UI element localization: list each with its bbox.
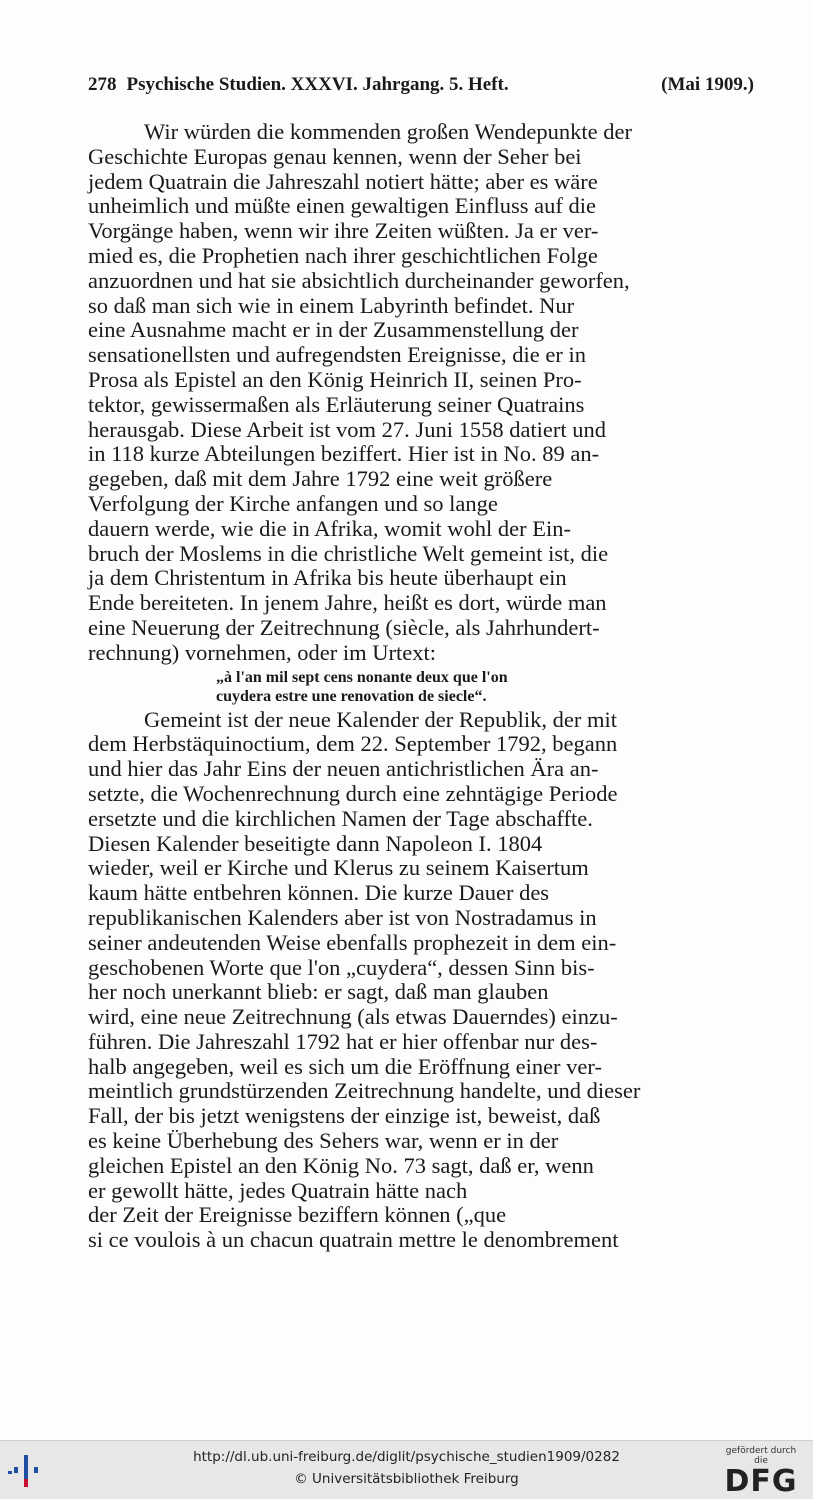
text-line: in 118 kurze Abteilungen beziffert. Hier ist in No. 89 an- xyxy=(88,441,600,467)
text-line: tektor, gewissermaßen als Erläuterung seiner Quatrains xyxy=(88,391,585,417)
text-line: eine Ausnahme macht er in der Zusammenstellung der xyxy=(88,317,579,343)
text-line: anzuordnen und hat sie absichtlich durcheinander geworfen, xyxy=(88,267,630,293)
source-url-link[interactable]: http://dl.ub.uni-freiburg.de/diglit/psychische_studien1909/0282 xyxy=(193,1449,620,1465)
page-number: 278 xyxy=(88,74,117,95)
copyright-notice: © Universitätsbibliothek Freiburg xyxy=(294,1471,519,1487)
text-line: si ce voulois à un chacun quatrain mettre le denombrement xyxy=(88,1227,619,1253)
text-line: seiner andeutenden Weise ebenfalls prophezeit in dem ein- xyxy=(88,929,617,955)
text-line: Fall, der bis jetzt wenigstens der einzige ist, beweist, daß xyxy=(88,1103,601,1129)
text-line: meintlich grundstürzenden Zeitrechnung handelte, und dieser xyxy=(88,1078,641,1104)
text-line: Vorgänge haben, wenn wir ihre Zeiten wüßten. Ja er ver- xyxy=(88,218,599,244)
text-line: unheimlich und müßte einen gewaltigen Einfluss auf die xyxy=(88,193,596,219)
text-line: setzte, die Wochenrechnung durch eine zehntägige Periode xyxy=(88,780,618,806)
text-line: und hier das Jahr Eins der neuen antichristlichen Ära an- xyxy=(88,756,599,782)
text-line: gegeben, daß mit dem Jahre 1792 eine weit größere xyxy=(88,466,553,492)
text-line: Diesen Kalender beseitigte dann Napoleon I. 1804 xyxy=(88,830,543,856)
dfg-mark: DFG xyxy=(724,1464,798,1499)
text-line: halb angegeben, weil es sich um die Eröffnung einer ver- xyxy=(88,1053,602,1079)
text-line: ja dem Christentum in Afrika bis heute überhaupt ein xyxy=(88,565,567,591)
text-line: eine Neuerung der Zeitrechnung (siècle, als Jahrhundert- xyxy=(88,614,600,640)
text-line: republikanischen Kalenders aber ist von Nostradamus in xyxy=(88,904,597,930)
text-line: es keine Überhebung des Sehers war, wenn er in der xyxy=(88,1128,559,1154)
paragraph-1 xyxy=(88,120,754,666)
text-line: bruch der Moslems in die christliche Welt gemeint ist, die xyxy=(88,540,609,566)
text-line: Verfolgung der Kirche anfangen und so lange xyxy=(88,490,498,516)
text-line: dem Herbstäquinoctium, dem 22. September 1792, begann xyxy=(88,731,618,757)
text-line: wieder, weil er Kirche und Klerus zu seinem Kaisertum xyxy=(88,855,589,881)
text-line: her noch unerkannt blieb: er sagt, daß man glauben xyxy=(88,979,549,1005)
quote-line: „à l'an mil sept cens nonante deux que l'on xyxy=(216,668,508,686)
text-line: Wir würden die kommenden großen Wendepunkte der xyxy=(144,119,632,144)
text-line: sensationellsten und aufregendsten Ereignisse, die er in xyxy=(88,342,586,368)
text-line: der Zeit der Ereignisse beziffern können („que xyxy=(88,1202,507,1228)
body-text xyxy=(88,120,754,1253)
library-footer xyxy=(0,1440,813,1499)
french-quote xyxy=(216,668,686,706)
dfg-logo xyxy=(719,1446,803,1498)
text-line: Prosa als Epistel an den König Heinrich II, seinen Pro- xyxy=(88,366,582,392)
text-line: Ende bereiteten. In jenem Jahre, heißt es dort, würde man xyxy=(88,590,607,616)
text-line: Geschichte Europas genau kennen, wenn der Seher bei xyxy=(88,143,582,169)
issue-date: (Mai 1909.) xyxy=(661,74,754,95)
text-line: ersetzte und die kirchlichen Namen der Tage abschaffte. xyxy=(88,805,593,831)
text-line: wird, eine neue Zeitrechnung (als etwas Dauerndes) einzu- xyxy=(88,1004,618,1030)
text-line: herausgab. Diese Arbeit ist vom 27. Juni 1558 datiert und xyxy=(88,416,607,442)
text-line: rechnung) vornehmen, oder im Urtext: xyxy=(88,639,437,665)
text-line: geschobenen Worte que l'on „cuydera“, dessen Sinn bis- xyxy=(88,954,595,980)
text-line: Gemeint ist der neue Kalender der Republik, der mit xyxy=(144,706,617,732)
text-line: gleichen Epistel an den König No. 73 sagt, daß er, wenn xyxy=(88,1152,594,1178)
text-line: kaum hätte entbehren können. Die kurze Dauer des xyxy=(88,880,550,906)
text-line: führen. Die Jahreszahl 1792 hat er hier offenbar nur des- xyxy=(88,1028,598,1054)
journal-title: Psychische Studien. XXXVI. Jahrgang. 5. Heft. xyxy=(126,74,509,95)
text-line: dauern werde, wie die in Afrika, womit wohl der Ein- xyxy=(88,515,571,541)
text-line: mied es, die Prophetien nach ihrer geschichtlichen Folge xyxy=(88,242,598,268)
quote-line: cuydera estre une renovation de siecle“. xyxy=(216,687,487,705)
text-line: jedem Quatrain die Jahreszahl notiert hätte; aber es wäre xyxy=(88,168,598,194)
dfg-caption: gefördert durch die xyxy=(725,1446,797,1466)
running-header xyxy=(88,74,754,96)
paragraph-2 xyxy=(88,708,754,1254)
text-line: so daß man sich wie in einem Labyrinth befindet. Nur xyxy=(88,292,575,318)
text-line: er gewollt hätte, jedes Quatrain hätte nach xyxy=(88,1177,468,1203)
